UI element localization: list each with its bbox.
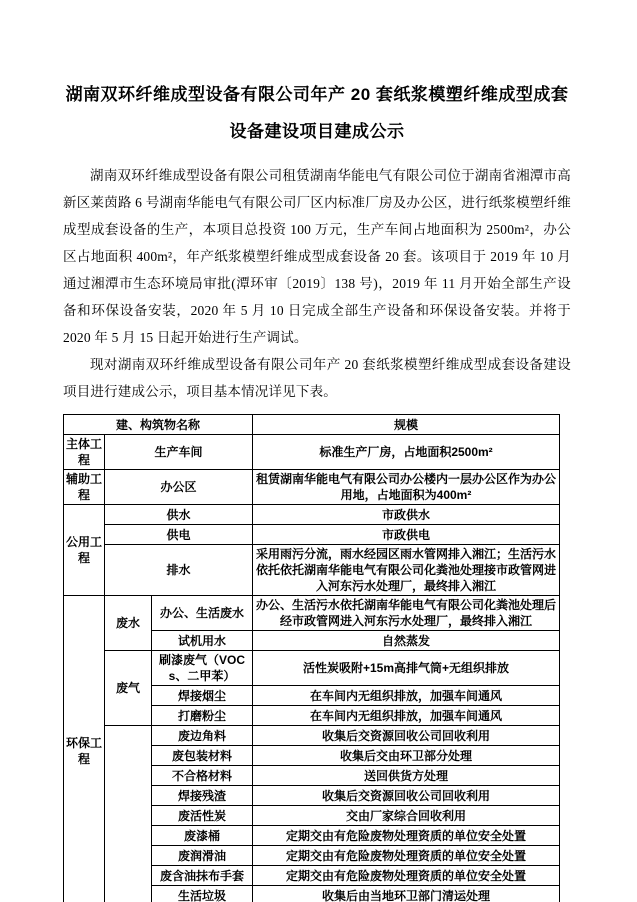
table-row <box>64 435 560 470</box>
scale-cell: 在车间内无组织排放，加强车间通风 <box>253 706 560 726</box>
scale-cell: 定期交由有危险废物处理资质的单位安全处置 <box>253 826 560 846</box>
item-name-cell: 供水 <box>105 505 253 525</box>
table-row <box>64 596 560 631</box>
subcategory-cell: 废水 <box>105 596 152 651</box>
scale-cell: 定期交由有危险废物处理资质的单位安全处置 <box>253 846 560 866</box>
item-name-cell: 排水 <box>105 545 253 596</box>
table-row <box>64 525 560 545</box>
scale-cell: 收集后由当地环卫部门清运处理 <box>253 886 560 902</box>
scale-cell: 市政供电 <box>253 525 560 545</box>
scale-cell: 办公、生活污水依托湖南华能电气有限公司化粪池处理后经市政管网进入河东污水处理厂，最终排入湘江 <box>253 596 560 631</box>
table-row <box>64 651 560 686</box>
header-scale: 规模 <box>253 415 560 435</box>
scale-cell: 收集后交资源回收公司回收利用 <box>253 786 560 806</box>
scale-cell: 租赁湖南华能电气有限公司办公楼内一层办公区作为办公用地，占地面积为400m² <box>253 470 560 505</box>
scale-cell: 活性炭吸附+15m高排气筒+无组织排放 <box>253 651 560 686</box>
item-name-cell: 废边角料 <box>152 726 253 746</box>
category-cell: 辅助工程 <box>64 470 105 505</box>
announcement-paragraph: 现对湖南双环纤维成型设备有限公司年产 20 套纸浆模塑纤维成型成套设备建设项目进行建成公示，项目基本情况详见下表。 <box>63 357 571 399</box>
scale-cell: 收集后交资源回收公司回收利用 <box>253 726 560 746</box>
scale-cell: 自然蒸发 <box>253 631 560 651</box>
table-row <box>64 470 560 505</box>
scale-cell: 送回供货方处理 <box>253 766 560 786</box>
item-name-cell: 废活性炭 <box>152 806 253 826</box>
table-row <box>64 505 560 525</box>
item-name-cell: 生活垃圾 <box>152 886 253 902</box>
project-overview-table <box>63 414 560 902</box>
item-name-cell: 试机用水 <box>152 631 253 651</box>
table-row <box>64 726 560 746</box>
scale-cell: 在车间内无组织排放，加强车间通风 <box>253 686 560 706</box>
item-name-cell: 打磨粉尘 <box>152 706 253 726</box>
table-row <box>64 545 560 596</box>
item-name-cell: 刷漆废气（VOCs、二甲苯） <box>152 651 253 686</box>
item-name-cell: 生产车间 <box>105 435 253 470</box>
item-name-cell: 废漆桶 <box>152 826 253 846</box>
intro-paragraph: 湖南双环纤维成型设备有限公司租赁湖南华能电气有限公司位于湖南省湘潭市高新区莱茵路 6 号湖南华能电气有限公司厂区内标准厂房及办公区，进行纸浆模塑纤维成型成套设备的生产，本项目总投资 100 万元，生产车间占地面积为 2500m²，办公区占地面积 400m²，年产纸浆模塑纤维成型成套设备 20 套。该项目于 2019 年 10 月通过湘潭市生态环境局审批(潭环审〔2019〕138 号)，2019 年 11 月开始全部生产设备和环保设备安装，2020 年 5 月 10 日完成全部生产设备和环保设备安装。并将于 2020 年 5 月 15 日起开始进行生产调试。 <box>63 168 571 345</box>
scale-cell: 交由厂家综合回收利用 <box>253 806 560 826</box>
item-name-cell: 废包装材料 <box>152 746 253 766</box>
scale-cell: 收集后交由环卫部分处理 <box>253 746 560 766</box>
category-cell: 主体工程 <box>64 435 105 470</box>
scale-cell: 采用雨污分流，雨水经园区雨水管网排入湘江；生活污水依托依托湖南华能电气有限公司化粪池处理接市政管网进入河东污水处理厂，最终排入湘江 <box>253 545 560 596</box>
table-header-row <box>64 415 560 435</box>
scale-cell: 市政供水 <box>253 505 560 525</box>
item-name-cell: 焊接烟尘 <box>152 686 253 706</box>
page-title: 湖南双环纤维成型设备有限公司年产 20 套纸浆模塑纤维成型成套设备建设项目建成公示 <box>65 85 569 141</box>
item-name-cell: 废含油抹布手套 <box>152 866 253 886</box>
subcategory-cell: 废气 <box>105 651 152 726</box>
item-name-cell: 办公、生活废水 <box>152 596 253 631</box>
item-name-cell: 供电 <box>105 525 253 545</box>
item-name-cell: 焊接残渣 <box>152 786 253 806</box>
header-structure-name: 建、构筑物名称 <box>64 415 253 435</box>
item-name-cell: 办公区 <box>105 470 253 505</box>
scale-cell: 标准生产厂房，占地面积2500m² <box>253 435 560 470</box>
subcategory-cell <box>105 726 152 902</box>
category-cell: 环保工程 <box>64 596 105 902</box>
scale-cell: 定期交由有危险废物处理资质的单位安全处置 <box>253 866 560 886</box>
item-name-cell: 不合格材料 <box>152 766 253 786</box>
item-name-cell: 废润滑油 <box>152 846 253 866</box>
category-cell: 公用工程 <box>64 505 105 596</box>
